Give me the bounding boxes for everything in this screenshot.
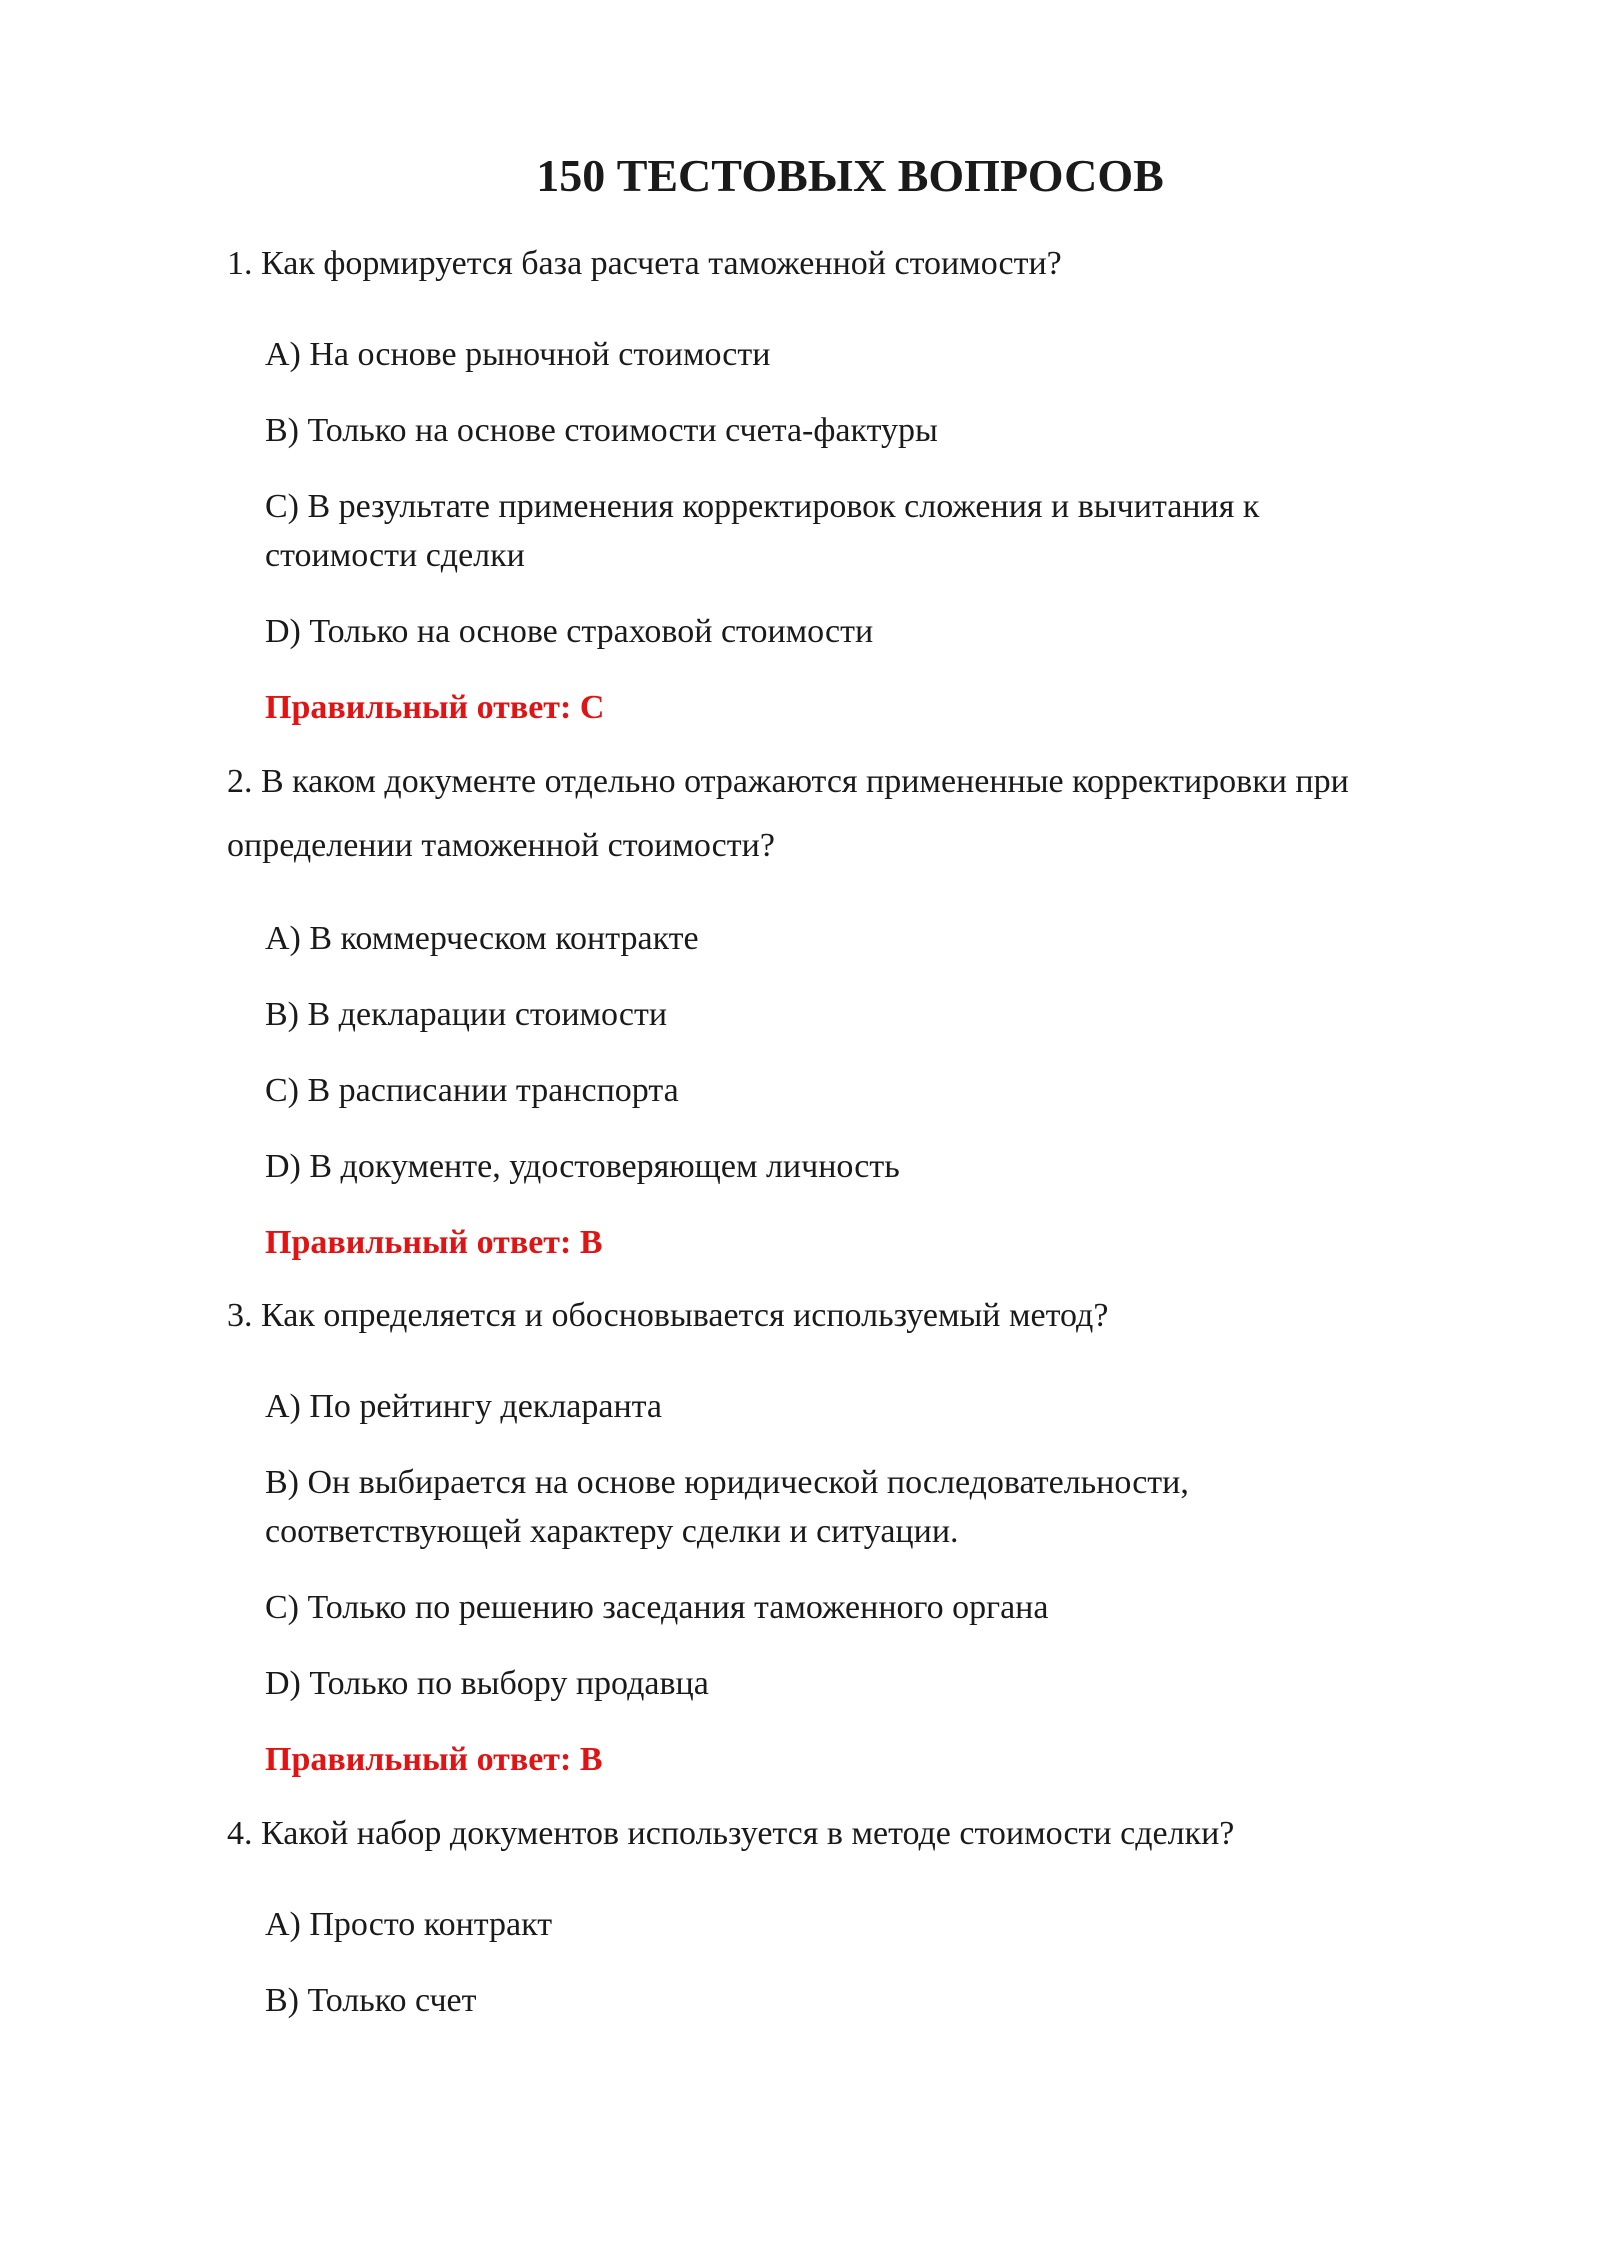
document-title: 150 ТЕСТОВЫХ ВОПРОСОВ (536, 150, 1164, 201)
question-2-answer: Правильный ответ: B (265, 1224, 603, 1261)
question-3-text: 3. Как определяется и обосновывается используемый метод? (227, 1297, 1109, 1334)
question-1-answer: Правильный ответ: C (265, 689, 605, 726)
question-1-option-a: A) На основе рыночной стоимости (265, 336, 771, 373)
question-2-option-a: A) В коммерческом контракте (265, 920, 699, 957)
question-4-option-b: B) Только счет (265, 1982, 477, 2019)
question-3-option-d: D) Только по выбору продавца (265, 1665, 709, 1702)
question-3-option-a: A) По рейтингу декларанта (265, 1388, 663, 1425)
question-1-option-c: C) В результате применения корректировок сложения и вычитания к стоимости сделки (265, 488, 1260, 574)
question-3-option-c: C) Только по решению заседания таможенного органа (265, 1589, 1049, 1626)
question-4-option-a: A) Просто контракт (265, 1906, 553, 1943)
question-2-option-d: D) В документе, удостоверяющем личность (265, 1148, 900, 1185)
question-1-option-d: D) Только на основе страховой стоимости (265, 613, 874, 650)
question-3-answer: Правильный ответ: B (265, 1741, 603, 1778)
question-2-text: 2. В каком документе отдельно отражаются примененные корректировки при определении таможенной стоимости? (227, 763, 1349, 864)
question-2-option-b: B) В декларации стоимости (265, 996, 668, 1033)
question-3-option-b: B) Он выбирается на основе юридической последовательности, соответствующей характеру сделки и ситуации. (265, 1464, 1189, 1550)
question-4-text: 4. Какой набор документов используется в методе стоимости сделки? (227, 1815, 1235, 1852)
question-1-text: 1. Как формируется база расчета таможенной стоимости? (227, 245, 1062, 282)
question-2-option-c: C) В расписании транспорта (265, 1072, 679, 1109)
question-1-option-b: B) Только на основе стоимости счета-фактуры (265, 412, 938, 449)
